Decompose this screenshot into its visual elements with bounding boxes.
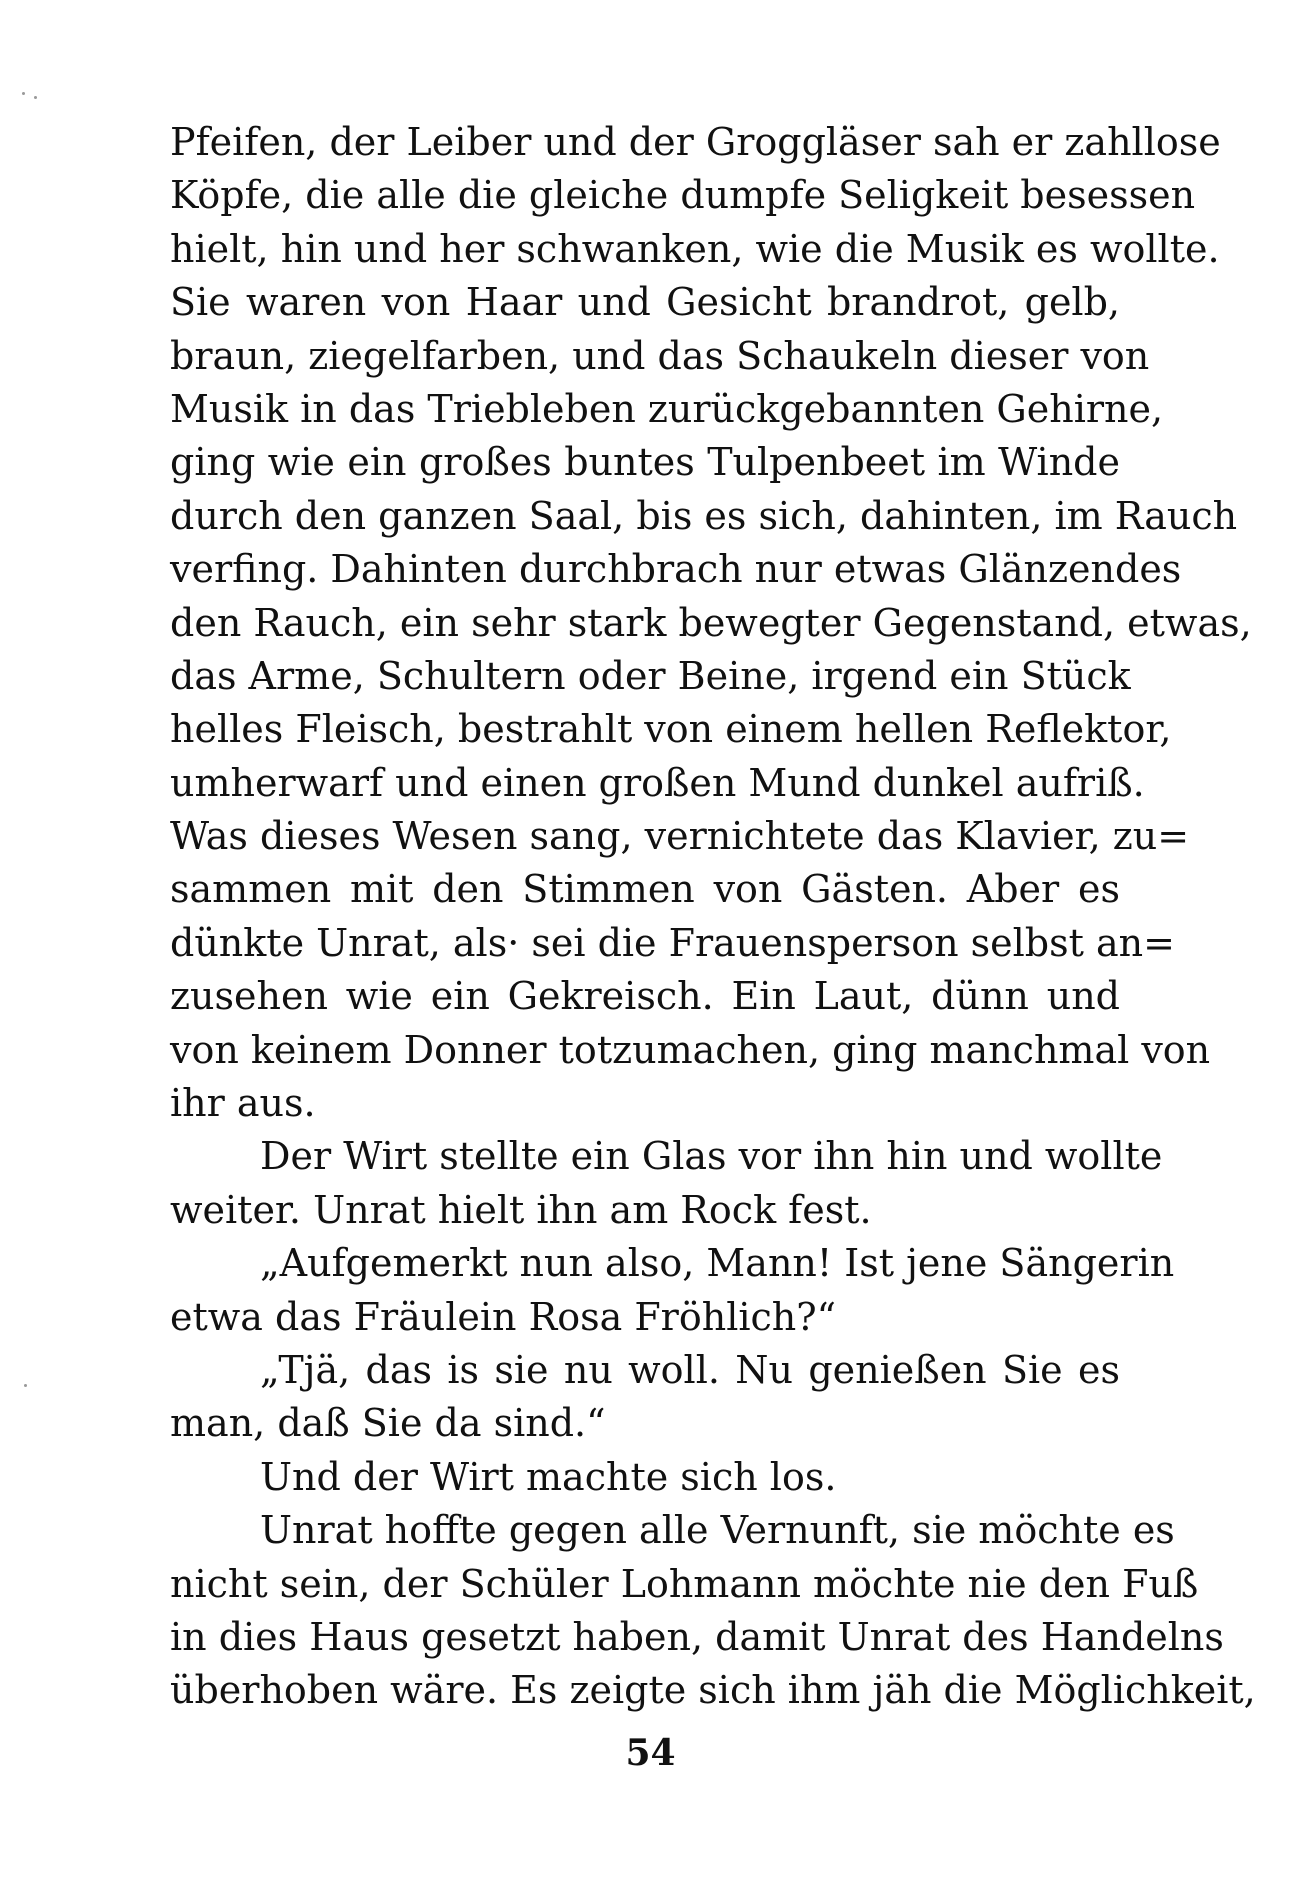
text-line: dünkte Unrat, als· sei die Frauensperson selbst an= [170, 920, 1175, 965]
text-line: zusehen wie ein Gekreisch. Ein Laut, dünn und [170, 974, 1120, 1019]
text-line: „Aufgemerkt nun also, Mann! Ist jene Sängerin [260, 1241, 1175, 1286]
text-line: braun, ziegelfarben, und das Schaukeln dieser von [170, 333, 1150, 378]
text-line: weiter. Unrat hielt ihn am Rock fest. [170, 1187, 872, 1232]
scan-speck [24, 1384, 27, 1387]
text-line: Was dieses Wesen sang, vernichtete das Klavier, zu= [170, 814, 1190, 859]
text-line: man, daß Sie da sind.“ [170, 1401, 606, 1446]
text-line: Und der Wirt machte sich los. [260, 1454, 837, 1499]
text-line: ging wie ein großes buntes Tulpenbeet im Winde [170, 440, 1120, 485]
text-line: in dies Haus gesetzt haben, damit Unrat des Handelns [170, 1614, 1224, 1659]
scan-speck [22, 92, 25, 95]
text-line: von keinem Donner totzumachen, ging manchmal von [170, 1027, 1211, 1072]
scan-speck [34, 96, 37, 99]
text-line: durch den ganzen Saal, bis es sich, dahinten, im Rauch [170, 493, 1238, 538]
text-line: etwa das Fräulein Rosa Fröhlich?“ [170, 1294, 837, 1339]
body-text [170, 116, 1256, 1718]
text-line: den Rauch, ein sehr stark bewegter Gegenstand, etwas, [170, 600, 1252, 645]
text-line: nicht sein, der Schüler Lohmann möchte nie den Fuß [170, 1561, 1199, 1606]
text-line: umherwarf und einen großen Mund dunkel aufriß. [170, 760, 1145, 805]
text-line: Pfeifen, der Leiber und der Groggläser sah er zahllose [170, 120, 1221, 164]
text-line: Unrat hoffte gegen alle Vernunft, sie möchte es [260, 1508, 1175, 1553]
text-line: verfing. Dahinten durchbrach nur etwas Glänzendes [170, 547, 1182, 592]
text-line: sammen mit den Stimmen von Gästen. Aber es [170, 867, 1120, 912]
text-line: Der Wirt stellte ein Glas vor ihn hin und wollte [260, 1134, 1163, 1179]
text-line: Musik in das Triebleben zurückgebannten Gehirne, [170, 386, 1164, 431]
text-line: helles Fleisch, bestrahlt von einem hellen Reflektor, [170, 707, 1172, 752]
text-line: Köpfe, die alle die gleiche dumpfe Seligkeit besessen [170, 173, 1196, 218]
text-line: ihr aus. [170, 1081, 316, 1126]
text-line: Sie waren von Haar und Gesicht brandrot, gelb, [170, 280, 1120, 325]
page-number: 54 [625, 1732, 676, 1774]
text-line: „Tjä, das is sie nu woll. Nu genießen Sie es [260, 1347, 1120, 1392]
text-line: hielt, hin und her schwanken, wie die Musik es wollte. [170, 226, 1220, 271]
text-line: das Arme, Schultern oder Beine, irgend ein Stück [170, 653, 1131, 698]
text-line: überhoben wäre. Es zeigte sich ihm jäh die Möglichkeit, [170, 1668, 1256, 1713]
